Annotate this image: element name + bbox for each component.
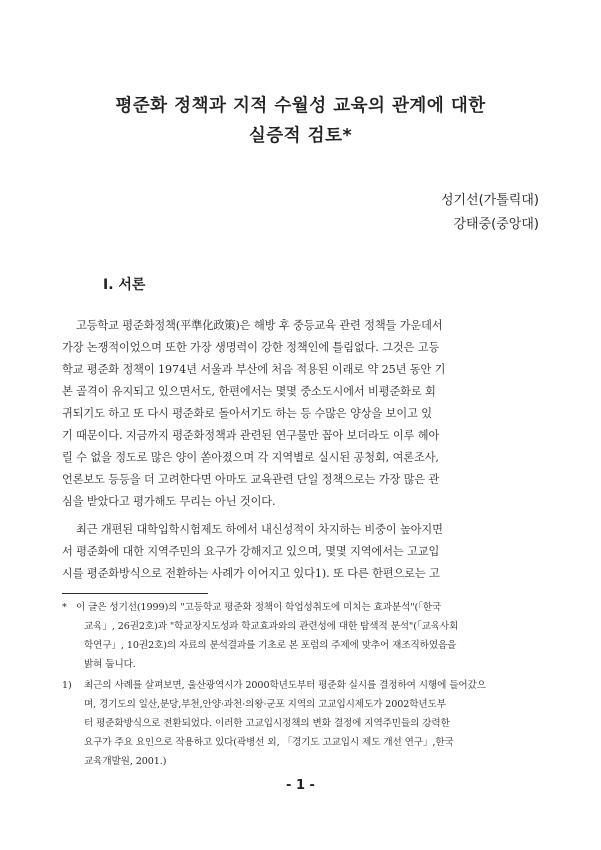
body-line: 본 골격이 유지되고 있으면서도, 한편에서는 몇몇 중소도시에서 비평준화로 회	[62, 385, 436, 398]
footnote-line: 터 평준화방식으로 전환되었다. 이러한 고교입시정책의 변화 결정에 지역주민들의 강력한	[84, 718, 450, 729]
footnote-line: 요구가 주요 요인으로 작용하고 있다(곽병선 외, 「경기도 고교입시 제도 개선 연구」,한국	[84, 737, 454, 748]
footnote-marker: *	[62, 602, 67, 613]
footnote-line: 교육개발원, 2001.)	[84, 756, 167, 767]
footnote-line: 교육」, 26권2호)과 "학교장지도성과 학교효과와의 관련성에 대한 탐색적 분석"(「교육사회	[84, 621, 459, 632]
footnote-marker: 1)	[62, 680, 72, 691]
body-line: 언론보도 등등을 더 고려한다면 아마도 교육관련 단일 정책으로는 가장 많은 관	[62, 473, 440, 486]
section-heading: Ⅰ. 서론	[103, 277, 146, 293]
body-line: 기 때문이다. 지금까지 평준화정책과 관련된 연구물만 꼽아 보더라도 이루 헤아	[62, 429, 440, 442]
footnote-line: 며, 경기도의 일산,분당,부천,안양·과천·의왕·군포 지역의 고교입시제도가 2002학년도부	[84, 699, 446, 710]
footnote-line: 이 글은 성기선(1999)의 "고등학교 평준화 정책이 학업성취도에 미치는 효과분석"(「한국	[76, 602, 442, 613]
author-2: 강태중(중앙대)	[453, 217, 539, 232]
footnote-line: 최근의 사례를 살펴보면, 울산광역시가 2000학년도부터 평준화 실시를 결정하여 시행에 들어갔으	[84, 680, 486, 691]
body-line: 가장 논쟁적이었으며 또한 가장 생명력이 강한 정책인에 틀림없다. 그것은 고등	[62, 341, 440, 354]
page-number: - 1 -	[286, 778, 315, 793]
body-line: 고등학교 평준화정책(平準化政策)은 해방 후 중등교육 관련 정책들 가운데서	[76, 319, 443, 332]
footnote-divider	[62, 593, 208, 594]
footnote-line: 학연구」, 10권2호)의 자료의 분석결과를 기초로 본 포럼의 주제에 맞추어 재조직하였음을	[84, 640, 457, 651]
body-line: 최근 개편된 대학입학시험제도 하에서 내신성적이 차지하는 비중이 높아지면	[76, 523, 443, 536]
body-line: 서 평준화에 대한 지역주민의 요구가 강해지고 있으며, 몇몇 지역에서는 고교입	[62, 545, 440, 558]
footnote-line: 밝혀 둡니다.	[84, 659, 136, 670]
body-line: 릴 수 없을 정도로 많은 양이 쏟아졌으며 각 지역별로 실시된 공청회, 여론조사,	[62, 451, 439, 464]
body-line: 학교 평준화 정책이 1974년 서울과 부산에 처음 적용된 이래로 약 25년 동안 기	[62, 363, 446, 376]
author-1: 성기선(가톨릭대)	[440, 193, 539, 208]
body-line: 시를 평준화방식으로 전환하는 사례가 이어지고 있다1). 또 다른 한편으로는 고	[62, 567, 440, 580]
body-line: 귀되기도 하고 또 다시 평준화로 돌아서기도 하는 등 수많은 양상을 보이고 있	[62, 407, 432, 420]
body-line: 심을 받았다고 평가해도 무리는 아닌 것이다.	[62, 495, 276, 508]
paper-title-line-2: 실증적 검토*	[248, 126, 353, 146]
paper-title-line-1: 평준화 정책과 지적 수월성 교육의 관계에 대한	[115, 96, 486, 116]
